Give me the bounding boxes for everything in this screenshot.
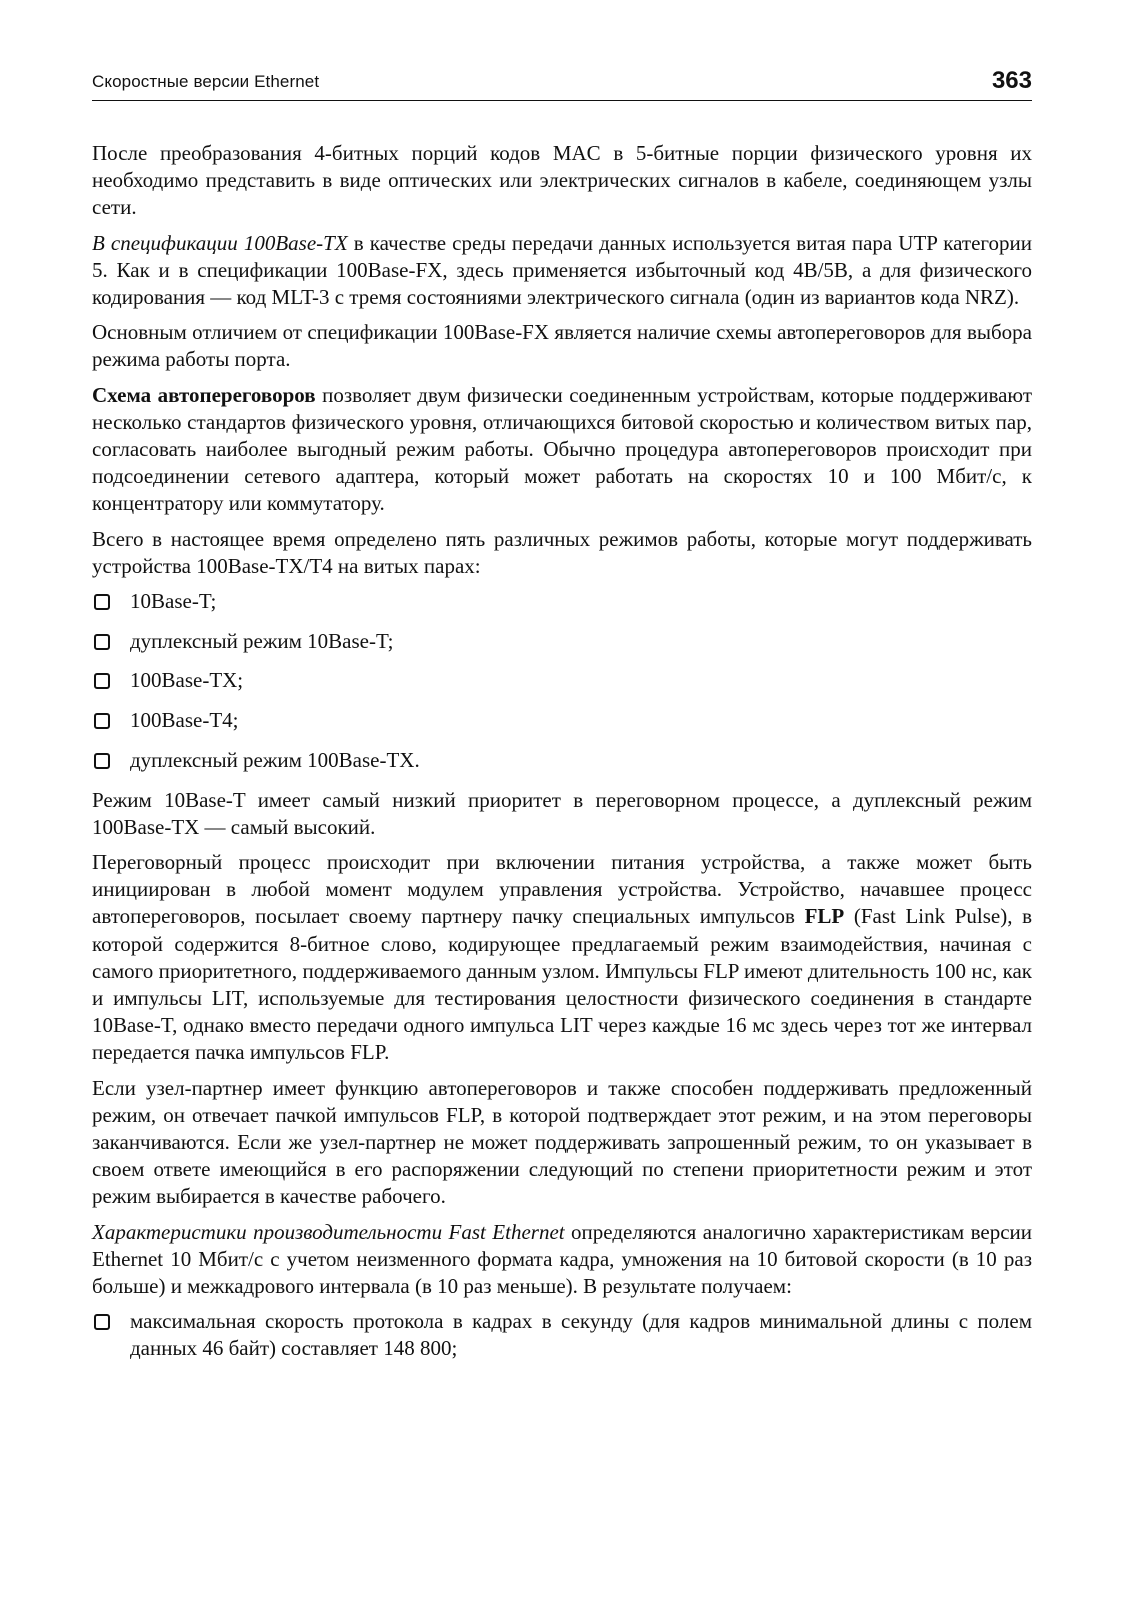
- paragraph: [92, 230, 1032, 312]
- checkbox-bullet-icon: [94, 753, 110, 769]
- paragraph: [92, 382, 1032, 518]
- paragraph-text: в качестве среды передачи данных используется витая пара UTP категории 5. Как и в спецификации 100Base-FX, здесь применяется избыточный код 4B/5B, а для физического кодирования — код MLT-3 с тремя состояниями электрического сигнала (один из вариантов кода NRZ).: [92, 230, 1032, 310]
- paragraph: [92, 849, 1032, 1067]
- list-item: [92, 1308, 1032, 1362]
- paragraph-text: Режим 10Base-T имеет самый низкий приоритет в переговорном процессе, а дуплексный режим 100Base-TX — самый высокий.: [92, 787, 1032, 839]
- paragraph-text: Основным отличием от спецификации 100Base-FX является наличие схемы автопереговоров для выбора режима работы порта.: [92, 320, 1032, 372]
- paragraph-text: определяются аналогично характеристикам версии Ethernet 10 Мбит/с с учетом неизменного формата кадра, умножения на 10 битовой скорости (в 10 раз больше) и межкадрового интервала (в 10 раз меньше). В результате получаем:: [92, 1219, 1032, 1299]
- page-number: 363: [991, 67, 1032, 94]
- list-item-text: дуплексный режим 10Base-T;: [130, 628, 394, 653]
- paragraph-text: Всего в настоящее время определено пять различных режимов работы, которые могут поддерживать устройства 100Base-TX/T4 на витых парах:: [92, 526, 1032, 578]
- checkbox-bullet-icon: [94, 1314, 110, 1330]
- list-item-text: 100Base-T4;: [130, 708, 239, 733]
- italic-term: В спецификации 100Base-TX: [92, 230, 348, 255]
- paragraph: [92, 1075, 1032, 1211]
- paragraph: [92, 787, 1032, 841]
- list-item-text: максимальная скорость протокола в кадрах в секунду (для кадров минимальной длины с полем данных 46 байт) составляет 148 800;: [130, 1309, 1032, 1361]
- checkbox-bullet-icon: [94, 673, 110, 689]
- checkbox-bullet-icon: [94, 634, 110, 650]
- paragraph: [92, 319, 1032, 373]
- results-list: [92, 1308, 1032, 1362]
- list-item: [92, 628, 1032, 655]
- checkbox-bullet-icon: [94, 713, 110, 729]
- paragraph: [92, 140, 1032, 222]
- page-header: [92, 64, 1032, 101]
- paragraph-text: Переговорный процесс происходит при включении питания устройства, а также может быть инициирован в любой момент модулем управления устройства. Устройство, начавшее процесс автопереговоров, посылает своему партнеру пачку специальных импульсов: [92, 849, 1032, 929]
- paragraph-text: Если узел-партнер имеет функцию автопереговоров и также способен поддерживать предложенный режим, он отвечает пачкой импульсов FLP, в которой подтверждает этот режим, и на этом переговоры заканчиваются. Если же узел-партнер не может поддерживать запрошенный режим, то он указывает в своем ответе имеющийся в его распоряжении следующий по степени приоритетности режим и этот режим выбирается в качестве рабочего.: [92, 1075, 1032, 1209]
- running-title: Скоростные версии Ethernet: [92, 72, 320, 91]
- checkbox-bullet-icon: [94, 594, 110, 610]
- paragraph-text: После преобразования 4-битных порций кодов MAC в 5-битные порции физического уровня их необходимо представить в виде оптических или электрических сигналов в кабеле, соединяющем узлы сети.: [92, 141, 1032, 220]
- list-item: [92, 707, 1032, 734]
- list-item: [92, 667, 1032, 694]
- paragraph: [92, 526, 1032, 580]
- paragraph-text: позволяет двум физически соединенным устройствам, которые поддерживают несколько стандартов физического уровня, отличающихся битовой скоростью и количеством витых пар, согласовать наиболее выгодный режим работы. Обычно процедура автопереговоров происходит при подсоединении сетевого адаптера, который может работать на скоростях 10 и 100 Мбит/с, к концентратору или коммутатору.: [92, 382, 1032, 516]
- list-item: [92, 747, 1032, 774]
- paragraph: [92, 1219, 1032, 1301]
- list-item-text: дуплексный режим 100Base-TX.: [130, 747, 420, 772]
- paragraph-text: (Fast Link Pulse), в которой содержится 8-битное слово, кодирующее предлагаемый режим взаимодействия, начиная с самого приоритетного, поддерживаемого данным узлом. Импульсы FLP имеют длительность 100 нс, как и импульсы LIT, используемые для тестирования целостности физического соединения в стандарте 10Base-T, однако вместо передачи одного импульса LIT через каждые 16 мс здесь через тот же интервал передается пачка импульсов FLP.: [92, 904, 1032, 1065]
- page-body: [92, 140, 1032, 1371]
- list-item-text: 100Base-TX;: [130, 668, 244, 693]
- list-item: [92, 588, 1032, 615]
- list-item-text: 10Base-T;: [130, 589, 217, 614]
- bold-term: FLP: [804, 904, 845, 929]
- italic-term: Характеристики производительности Fast Ethernet: [92, 1219, 565, 1244]
- modes-list: [92, 588, 1032, 774]
- bold-term: Схема автопереговоров: [92, 382, 316, 407]
